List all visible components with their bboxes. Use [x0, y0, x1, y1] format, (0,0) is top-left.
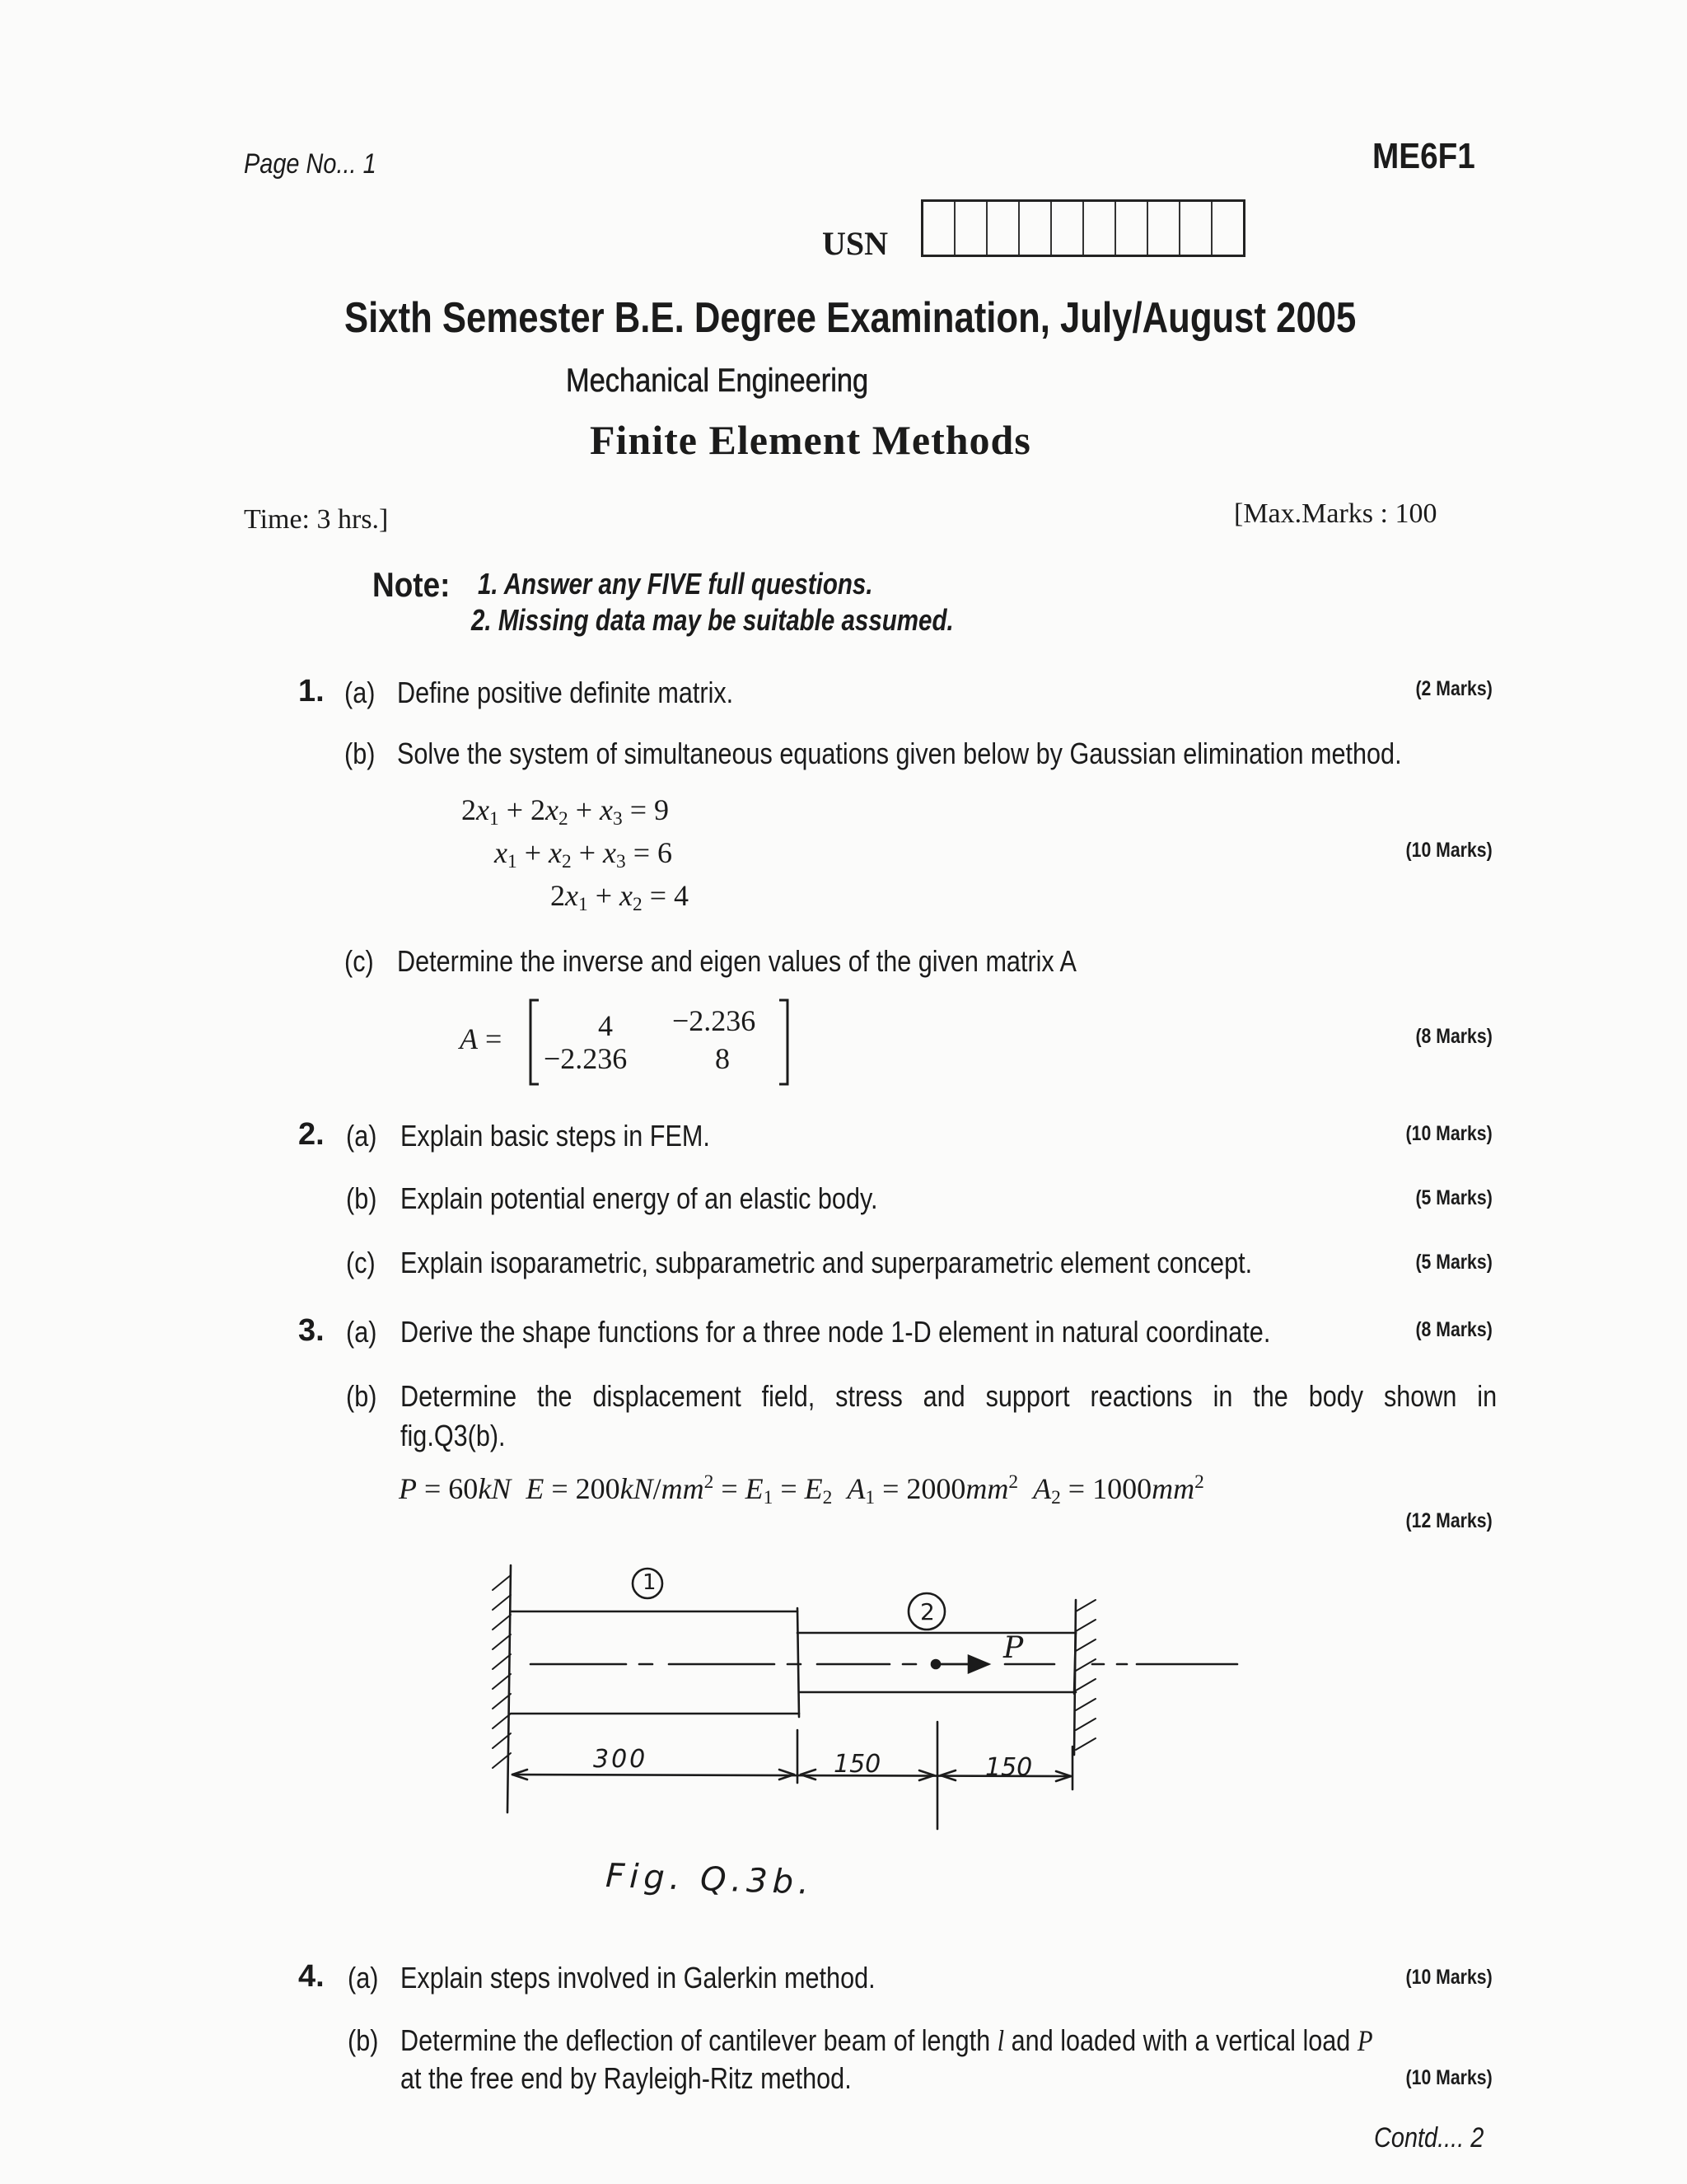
q4b-text-part-1: Determine the deflection of cantilever beam of length — [400, 2023, 991, 2057]
question-3-number: 3. — [298, 1313, 325, 1348]
q3b-label: (b) — [346, 1379, 377, 1413]
branch-title: Mechanical Engineering — [566, 362, 869, 399]
time-allowed: Time: 3 hrs.] — [244, 504, 389, 535]
question-1-number: 1. — [298, 674, 325, 709]
subject-title: Finite Element Methods — [590, 417, 1031, 463]
q1a-label: (a) — [344, 676, 376, 709]
q2b-marks: (5 Marks) — [1415, 1186, 1493, 1209]
usn-box[interactable] — [956, 202, 988, 255]
q3a-marks: (8 Marks) — [1415, 1318, 1493, 1341]
q4b-text-line-2: at the free end by Rayleigh-Ritz method. — [400, 2061, 852, 2095]
q3b-text-line-2: fig.Q3(b). — [400, 1419, 506, 1452]
page-number: Page No... 1 — [244, 148, 376, 180]
load-label: P — [1003, 1631, 1024, 1665]
matrix-a11: 4 — [598, 1009, 613, 1042]
q1b-text: Solve the system of simultaneous equations given below by Gaussian elimination method. — [397, 737, 1402, 770]
q2c-marks: (5 Marks) — [1415, 1251, 1493, 1274]
q2c-label: (c) — [346, 1246, 376, 1279]
note-label: Note: — [372, 565, 451, 604]
equation-2: $x_1 + x_2 + x_3 = 6$ — [494, 836, 672, 872]
q1c-text: Determine the inverse and eigen values of the given matrix A — [397, 944, 1077, 978]
figure-q3b — [461, 1557, 1252, 1903]
question-2-number: 2. — [298, 1117, 325, 1152]
q2a-marks: (10 Marks) — [1405, 1122, 1493, 1145]
exam-title: Sixth Semester B.E. Degree Examination, July/August 2005 — [344, 294, 1357, 342]
q1c-marks: (8 Marks) — [1415, 1025, 1493, 1048]
q1a-marks: (2 Marks) — [1415, 677, 1493, 700]
q4a-marks: (10 Marks) — [1405, 1966, 1493, 1989]
paper-code: ME6F1 — [1372, 136, 1475, 176]
dimension-150-b: 150 — [985, 1753, 1033, 1782]
usn-box[interactable] — [1052, 202, 1084, 255]
q1b-label: (b) — [344, 737, 376, 770]
dimension-150-a: 150 — [834, 1750, 881, 1779]
usn-box[interactable] — [1116, 202, 1148, 255]
q2a-label: (a) — [346, 1119, 377, 1153]
element-2-label: 2 — [920, 1598, 935, 1625]
usn-box[interactable] — [1084, 202, 1116, 255]
q3b-marks: (12 Marks) — [1405, 1509, 1493, 1532]
q2a-text: Explain basic steps in FEM. — [400, 1119, 710, 1153]
equation-1: $2x_1 + 2x_2 + x_3 = 9$ — [461, 793, 669, 830]
usn-box[interactable] — [1148, 202, 1180, 255]
question-4-number: 4. — [298, 1959, 325, 1994]
q4b-var-l: l — [997, 2024, 1005, 2057]
note-line-1: 1. Answer any FIVE full questions. — [478, 567, 873, 601]
figure-caption: Fig. Q.3b. — [605, 1857, 815, 1902]
matrix-a12: −2.236 — [672, 1004, 756, 1037]
dimension-300: 300 — [593, 1745, 648, 1774]
q1a-text: Define positive definite matrix. — [397, 676, 734, 709]
given-data: P = 60kN $E = 200kN/mm^2 = E_1 = E_2$ $A_1 = 2000mm^2$ $A_2 = 1000mm^2$ — [399, 1471, 1204, 1508]
usn-label: USN — [822, 225, 889, 262]
usn-box[interactable] — [923, 202, 956, 255]
q3a-text: Derive the shape functions for a three node 1-D element in natural coordinate. — [400, 1315, 1271, 1349]
element-1-label: 1 — [643, 1570, 657, 1595]
usn-box[interactable] — [1180, 202, 1213, 255]
q4b-text-part-2: and loaded with a vertical load — [1011, 2023, 1351, 2057]
q4b-text-line-1 — [400, 2023, 1373, 2058]
q3b-text-line-1: Determine the displacement field, stress and support reactions in the body shown in — [400, 1379, 1498, 1413]
equation-3: $2x_1 + x_2 = 4$ — [550, 879, 689, 915]
q2b-label: (b) — [346, 1181, 377, 1215]
q1c-label: (c) — [344, 944, 374, 978]
q4a-text: Explain steps involved in Galerkin method. — [400, 1961, 876, 1995]
q2c-text: Explain isoparametric, subparametric and superparametric element concept. — [400, 1246, 1253, 1279]
q4a-label: (a) — [348, 1961, 379, 1995]
matrix-a21: −2.236 — [544, 1042, 628, 1075]
max-marks: [Max.Marks : 100 — [1234, 498, 1437, 529]
q4b-label: (b) — [348, 2023, 379, 2057]
usn-box[interactable] — [1213, 202, 1243, 255]
q4b-var-p: P — [1357, 2024, 1373, 2057]
matrix-a22: 8 — [715, 1042, 730, 1075]
q2b-text: Explain potential energy of an elastic body. — [400, 1181, 878, 1215]
note-line-2: 2. Missing data may be suitable assumed. — [471, 603, 954, 637]
usn-box[interactable] — [988, 202, 1020, 255]
q3a-label: (a) — [346, 1315, 377, 1349]
usn-box[interactable] — [1020, 202, 1052, 255]
matrix-lhs: A = — [460, 1022, 502, 1055]
continued-note: Contd.... 2 — [1374, 2122, 1484, 2154]
usn-box-grid[interactable] — [921, 199, 1245, 257]
q1b-marks: (10 Marks) — [1405, 839, 1493, 862]
q4b-marks: (10 Marks) — [1405, 2066, 1493, 2089]
